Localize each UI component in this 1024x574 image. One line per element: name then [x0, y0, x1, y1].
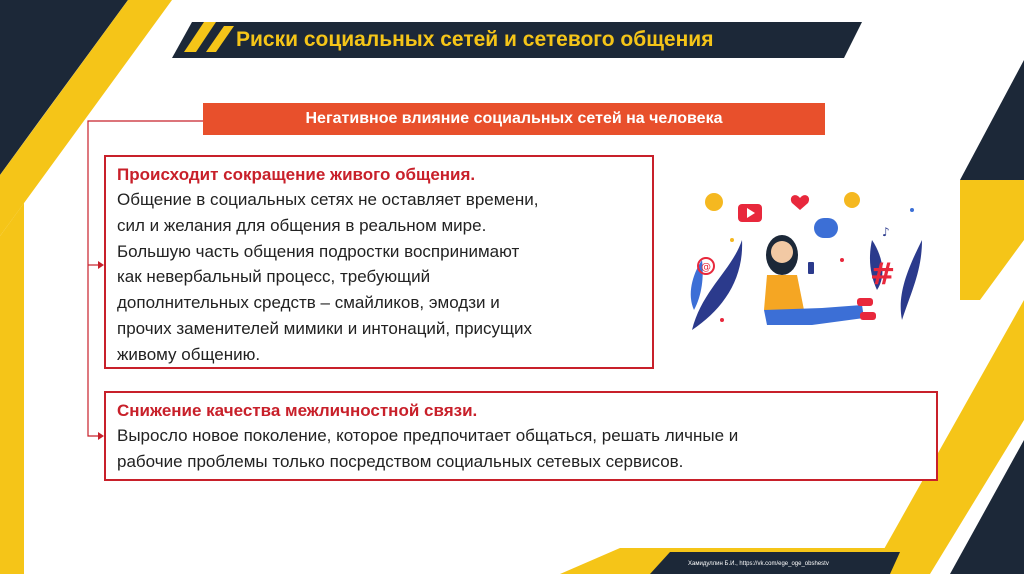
svg-text:@: @ [701, 262, 711, 273]
subtitle-banner [203, 103, 825, 135]
svg-text:#: # [870, 257, 896, 292]
credit-text: Хамидуллин Б.И., https://vk.com/ege_oge_obshestv [688, 561, 829, 567]
social-media-girl-illustration [672, 180, 932, 350]
point-1-line: дополнительных средств – смайликов, эмодзи и [117, 293, 500, 313]
point-2-heading: Снижение качества межличностной связи. [117, 401, 478, 420]
point-box-2 [104, 391, 938, 481]
point-1-body [117, 187, 642, 368]
point-2-line: Выросло новое поколение, которое предпочитает общаться, решать личные и [117, 426, 739, 445]
smiley-icon-2 [844, 192, 860, 208]
heart-icon [791, 195, 809, 210]
svg-text:♪: ♪ [882, 225, 890, 239]
chat-icon [814, 218, 838, 238]
point-2-line: рабочие проблемы только посредством социальных сетевых сервисов. [117, 452, 684, 471]
slide-title: Риски социальных сетей и сетевого общения [236, 28, 714, 51]
point-1-line: Общение в социальных сетях не оставляет времени, [117, 190, 539, 209]
point-1-heading: Происходит сокращение живого общения. [117, 165, 476, 184]
subtitle-text: Негативное влияние социальных сетей на человека [305, 110, 723, 127]
smiley-icon [705, 193, 723, 211]
point-box-1 [104, 155, 654, 369]
point-2-body [117, 423, 926, 475]
point-1-line: Большую часть общения подростки воспринимают [117, 241, 520, 261]
point-1-line: как невербальный процесс, требующий [117, 267, 431, 287]
point-1-line: живому общению. [117, 344, 261, 364]
point-1-line: сил и желания для общения в реальном мире. [117, 215, 487, 235]
point-1-line: прочих заменителей мимики и интонаций, присущих [117, 318, 533, 338]
